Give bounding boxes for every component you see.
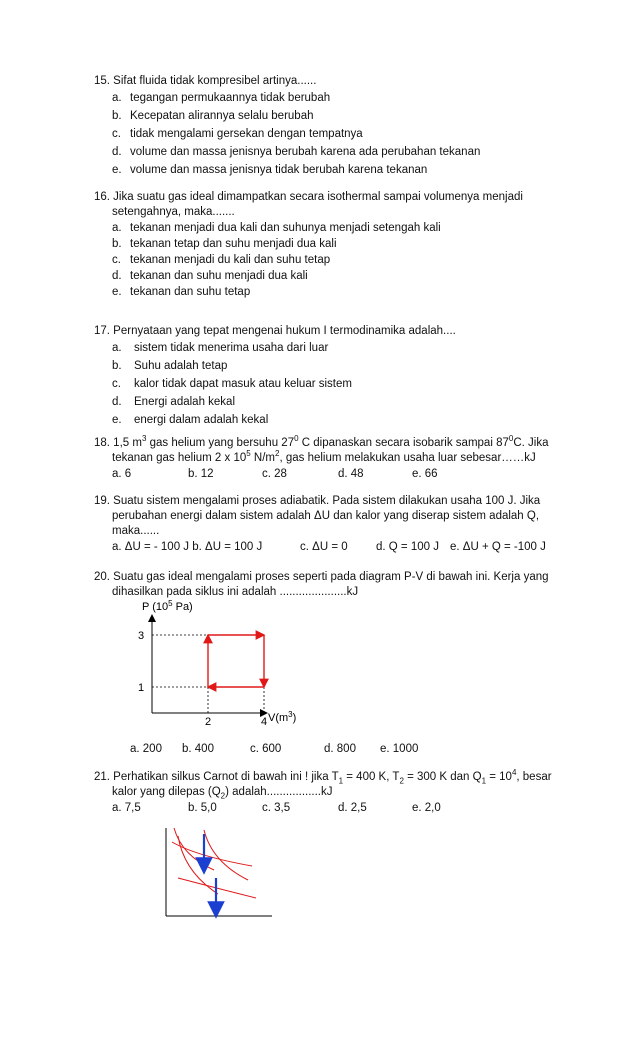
option-letter: d. xyxy=(112,270,122,282)
question-16 xyxy=(94,190,564,300)
answer-option[interactable] xyxy=(94,357,564,375)
option-text: volume dan massa jenisnya tidak berubah karena tekanan xyxy=(130,164,428,176)
answer-option[interactable]: d. 800 xyxy=(324,743,356,755)
answer-option[interactable] xyxy=(94,125,564,143)
question-20-stem-line-1: 20. Suatu gas ideal mengalami proses seperti pada diagram P-V di bawah ini. Kerja yang xyxy=(94,571,549,583)
question-19-stem-line-3: maka...... xyxy=(112,525,160,537)
option-letter: a. xyxy=(112,342,122,354)
answer-option[interactable]: a. 200 xyxy=(130,743,162,755)
carnot-adiabat-right xyxy=(204,830,248,880)
answer-option[interactable]: c. 28 xyxy=(262,468,287,480)
question-21 xyxy=(94,770,564,816)
answer-option[interactable]: e. 1000 xyxy=(380,743,419,755)
question-19-stem-line-1: 19. Suatu sistem mengalami proses adiabatik. Pada sistem dilakukan usaha 100 J. Jika xyxy=(94,495,541,507)
answer-option[interactable] xyxy=(94,220,564,236)
option-letter: e. xyxy=(112,286,122,298)
option-text: volume dan massa jenisnya berubah karena ada perubahan tekanan xyxy=(130,146,481,158)
answer-option[interactable] xyxy=(94,252,564,268)
option-text: energi dalam adalah kekal xyxy=(134,414,269,426)
option-text: tekanan tetap dan suhu menjadi dua kali xyxy=(130,238,337,250)
question-20-answer-block xyxy=(94,741,564,757)
option-letter: c. xyxy=(112,128,121,140)
option-text: tegangan permukaannya tidak berubah xyxy=(130,92,331,104)
answer-option[interactable]: b. 12 xyxy=(188,468,214,480)
x-axis-label: $V(m^3)$ xyxy=(268,710,297,724)
answer-option[interactable]: a. 6 xyxy=(112,468,132,480)
option-letter: a. xyxy=(112,222,122,234)
x-tick-label: 2 xyxy=(205,716,212,728)
question-19 xyxy=(94,494,564,555)
y-tick-label: 3 xyxy=(138,630,145,642)
option-text: tidak mengalami gersekan dengan tempatnya xyxy=(130,128,363,140)
option-text: tekanan menjadi dua kali dan suhunya menjadi setengah kali xyxy=(130,222,441,234)
question-19-answers xyxy=(94,539,564,555)
question-20-answers xyxy=(94,741,564,757)
answer-option[interactable]: d. Q = 100 J xyxy=(376,541,439,553)
option-letter: d. xyxy=(112,146,122,158)
carnot-adiabat-left xyxy=(178,836,218,894)
answer-option[interactable]: a. ΔU = - 100 J b. ΔU = 100 J xyxy=(112,541,263,553)
option-text: Kecepatan alirannya selalu berubah xyxy=(130,110,314,122)
answer-option[interactable] xyxy=(94,143,564,161)
answer-option[interactable] xyxy=(94,375,564,393)
answer-option[interactable] xyxy=(94,107,564,125)
option-letter: a. xyxy=(112,92,122,104)
question-17 xyxy=(94,324,564,429)
answer-option[interactable]: b. 400 xyxy=(182,743,214,755)
option-letter: e. xyxy=(112,164,122,176)
option-text: Suhu adalah tetap xyxy=(134,360,228,372)
answer-option[interactable] xyxy=(94,339,564,357)
option-letter: b. xyxy=(112,110,122,122)
question-20-stem-line-2: dihasilkan pada siklus ini adalah .....................kJ xyxy=(112,586,359,598)
option-letter: c. xyxy=(112,254,121,266)
answer-option[interactable] xyxy=(94,89,564,107)
option-letter: e. xyxy=(112,414,122,426)
answer-option[interactable]: c. 3,5 xyxy=(262,802,291,814)
option-text: sistem tidak menerima usaha dari luar xyxy=(134,342,329,354)
question-21-stem-line-2: kalor yang dilepas $(Q_2)$ adalah.................kJ xyxy=(112,786,333,801)
pv-diagram xyxy=(118,596,328,732)
answer-option[interactable]: e. 2,0 xyxy=(412,802,441,814)
question-18-stem-line-2: tekanan gas helium 2 x $10^5$ $N/m^2$, gas helium melakukan usaha luar sebesar……kJ xyxy=(112,449,536,464)
question-21-answers xyxy=(94,800,564,816)
answer-option[interactable]: e. ΔU + Q = -100 J xyxy=(450,541,546,553)
x-tick-label: 4 xyxy=(261,716,268,728)
answer-option[interactable]: c. ΔU = 0 xyxy=(300,541,348,553)
answer-option[interactable] xyxy=(94,236,564,252)
answer-option[interactable]: e. 66 xyxy=(412,468,438,480)
y-tick-label: 1 xyxy=(138,682,145,694)
option-text: tekanan dan suhu tetap xyxy=(130,286,251,298)
question-15 xyxy=(94,74,564,179)
answer-option[interactable] xyxy=(94,284,564,300)
carnot-curve-extra xyxy=(174,828,214,870)
question-21-stem-line-1: 21. Perhatikan silkus Carnot di bawah ini ! jika $T_1 = 400$ K, $T_2 = 300$ K dan $Q_1 = 10^4$, besar xyxy=(94,768,552,786)
answer-option[interactable]: a. 7,5 xyxy=(112,802,141,814)
option-letter: b. xyxy=(112,360,122,372)
question-17-stem: 17. Pernyataan yang tepat mengenai hukum I termodinamika adalah.... xyxy=(94,325,456,337)
y-axis-label: P ($10^5$ Pa) xyxy=(142,599,193,613)
question-19-stem-line-2: perubahan energi dalam sistem adalah ΔU dan kalor yang diserap sistem adalah Q, xyxy=(112,510,540,522)
question-15-stem: 15. Sifat fluida tidak kompresibel artinya...... xyxy=(94,75,317,87)
option-letter: c. xyxy=(112,378,121,390)
question-16-stem-line-2: setengahnya, maka....... xyxy=(112,206,235,218)
option-text: tekanan menjadi du kali dan suhu tetap xyxy=(130,254,331,266)
question-16-stem-line-1: 16. Jika suatu gas ideal dimampatkan secara isothermal sampai volumenya menjadi xyxy=(94,191,523,203)
option-text: tekanan dan suhu menjadi dua kali xyxy=(130,270,308,282)
answer-option[interactable] xyxy=(94,161,564,179)
carnot-diagram xyxy=(156,822,276,922)
option-letter: d. xyxy=(112,396,122,408)
question-18-answers xyxy=(94,466,564,482)
answer-option[interactable]: d. 48 xyxy=(338,468,364,480)
answer-option[interactable]: b. 5,0 xyxy=(188,802,217,814)
option-letter: b. xyxy=(112,238,122,250)
question-18-stem-line-1: 18. 1,5 $m^3$ gas helium yang bersuhu $27^0$ C dipanaskan secara isobarik sampai $87^0C$. Jika xyxy=(94,434,549,449)
answer-option[interactable] xyxy=(94,268,564,284)
question-18 xyxy=(94,436,564,482)
option-text: kalor tidak dapat masuk atau keluar sistem xyxy=(134,378,352,390)
carnot-isotherm-hot xyxy=(172,842,252,866)
answer-option[interactable] xyxy=(94,393,564,411)
answer-option[interactable]: d. 2,5 xyxy=(338,802,367,814)
option-text: Energi adalah kekal xyxy=(134,396,236,408)
answer-option[interactable]: c. 600 xyxy=(250,743,282,755)
answer-option[interactable] xyxy=(94,411,564,429)
